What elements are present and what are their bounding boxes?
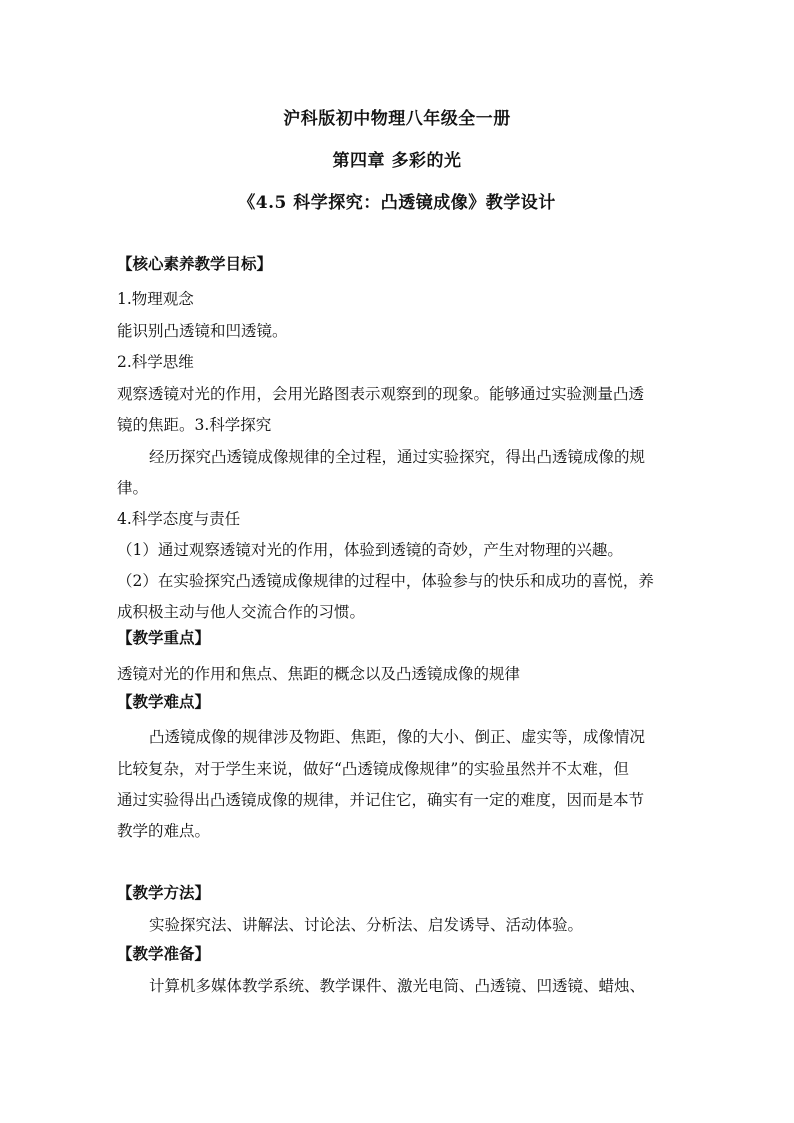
goal4-item2-line2: 成积极主动与他人交流合作的习惯。: [117, 603, 366, 621]
chapter-title: 第四章 多彩的光: [332, 151, 462, 171]
method-text: 实验探究法、讲解法、讨论法、分析法、启发诱导、活动体验。: [149, 916, 584, 934]
goal1-title: 1.物理观念: [117, 290, 194, 308]
goal2-text-line1: 观察透镜对光的作用，会用光路图表示观察到的现象。能够通过实验测量凸透: [117, 385, 645, 403]
lesson-title: 《4.5 科学探究：凸透镜成像》教学设计: [238, 193, 556, 213]
key-heading: 【教学重点】: [117, 628, 211, 647]
difficulty-line1: 凸透镜成像的规律涉及物距、焦距，像的大小、倒正、虚实等，成像情况: [149, 728, 646, 746]
goal4-item2-line1: （2）在实验探究凸透镜成像规律的过程中，体验参与的快乐和成功的喜悦，养: [117, 572, 654, 590]
prep-heading: 【教学准备】: [117, 944, 211, 963]
goal3-text-line2: 律。: [117, 479, 149, 497]
prep-text: 计算机多媒体教学系统、教学课件、激光电筒、凸透镜、凹透镜、蜡烛、: [149, 977, 646, 995]
difficulty-line2: 比较复杂，对于学生来说，做好“凸透镜成像规律”的实验虽然并不太难，但: [117, 760, 629, 778]
document-title: 沪科版初中物理八年级全一册: [283, 109, 511, 129]
key-text: 透镜对光的作用和焦点、焦距的概念以及凸透镜成像的规律: [117, 665, 521, 683]
difficulty-line4: 教学的难点。: [117, 822, 211, 840]
difficulty-line3: 通过实验得出凸透镜成像的规律，并记住它，确实有一定的难度，因而是本节: [117, 791, 645, 809]
goal4-title: 4.科学态度与责任: [117, 510, 241, 528]
method-heading: 【教学方法】: [117, 883, 211, 902]
goals-heading: 【核心素养教学目标】: [117, 254, 273, 273]
goal4-item1: （1）通过观察透镜对光的作用，体验到透镜的奇妙，产生对物理的兴趣。: [117, 541, 623, 559]
difficulty-heading: 【教学难点】: [117, 692, 211, 711]
goal3-text-line1: 经历探究凸透镜成像规律的全过程，通过实验探究，得出凸透镜成像的规: [149, 448, 646, 466]
goal2-text-line2: 镜的焦距。3.科学探究: [117, 416, 272, 434]
goal2-title: 2.科学思维: [117, 353, 194, 371]
goal1-text: 能识别凸透镜和凹透镜。: [117, 322, 288, 340]
